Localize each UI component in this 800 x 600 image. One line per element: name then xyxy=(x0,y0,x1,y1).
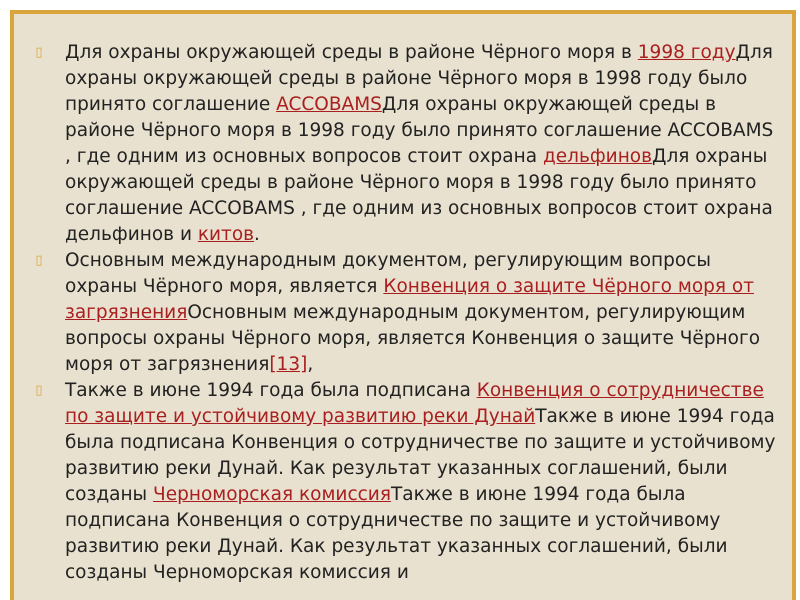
bullet-marker-icon: ▯ xyxy=(35,383,43,398)
bullet-marker-icon: ▯ xyxy=(35,253,43,268)
bullet-text: Также в июне 1994 года была подписана xyxy=(65,380,477,401)
bullet-item-danube xyxy=(30,378,782,586)
bullet-text: Для охраны окружающей среды в районе Чёрного моря в 1998 году было принято соглашение xyxy=(65,42,773,115)
link-black-sea-commission[interactable]: Черноморская комиссия xyxy=(153,484,391,505)
bullet-item-convention xyxy=(30,248,782,378)
bullet-text: Для охраны окружающей среды в районе Чёрного моря в xyxy=(65,42,638,63)
link-accobams[interactable]: ACCOBAMS xyxy=(276,94,382,115)
bullet-text: Для охраны окружающей среды в районе Чёрного моря в 1998 году было принято соглашение ACCOBAMS , где одним из основных вопросов стоит охрана дельфинов и xyxy=(65,146,773,245)
bullet-text: , xyxy=(307,354,314,375)
bullet-text: Для охраны окружающей среды в районе Чёрного моря в 1998 году было принято соглашение ACCOBAMS , где одним из основных вопросов стоит охрана xyxy=(65,94,774,167)
link-whales[interactable]: китов xyxy=(197,224,255,245)
bullet-marker-icon: ▯ xyxy=(35,45,43,60)
bullet-text: Основным международным документом, регулирующим вопросы охраны Чёрного моря, является Конвенция о защите Чёрного моря от загрязнения xyxy=(65,302,761,375)
bullet-item-accobams xyxy=(30,40,782,248)
link-dolphins[interactable]: дельфинов xyxy=(542,146,653,167)
link-1998-year[interactable]: 1998 году xyxy=(637,42,736,63)
link-reference-13[interactable]: [13] xyxy=(269,354,308,375)
link-black-sea-convention[interactable]: Конвенция о защите Чёрного моря от загрязнения xyxy=(65,276,754,323)
link-danube-convention[interactable]: Конвенция о сотрудничестве по защите и устойчивому развитию реки Дунай xyxy=(65,380,764,427)
bullet-text: . xyxy=(254,224,260,245)
bullet-list xyxy=(30,40,782,586)
bullet-text: Также в июне 1994 года была подписана Конвенция о сотрудничестве по защите и устойчивому развитию реки Дунай. Как результат указанных соглашений, были созданы xyxy=(65,406,776,505)
bullet-text: Основным международным документом, регулирующим вопросы охраны Чёрного моря, является xyxy=(65,250,711,297)
bullet-text: Также в июне 1994 года была подписана Конвенция о сотрудничестве по защите и устойчивому развитию реки Дунай. Как результат указанных соглашений, были созданы Черноморская комиссия и xyxy=(65,484,728,583)
